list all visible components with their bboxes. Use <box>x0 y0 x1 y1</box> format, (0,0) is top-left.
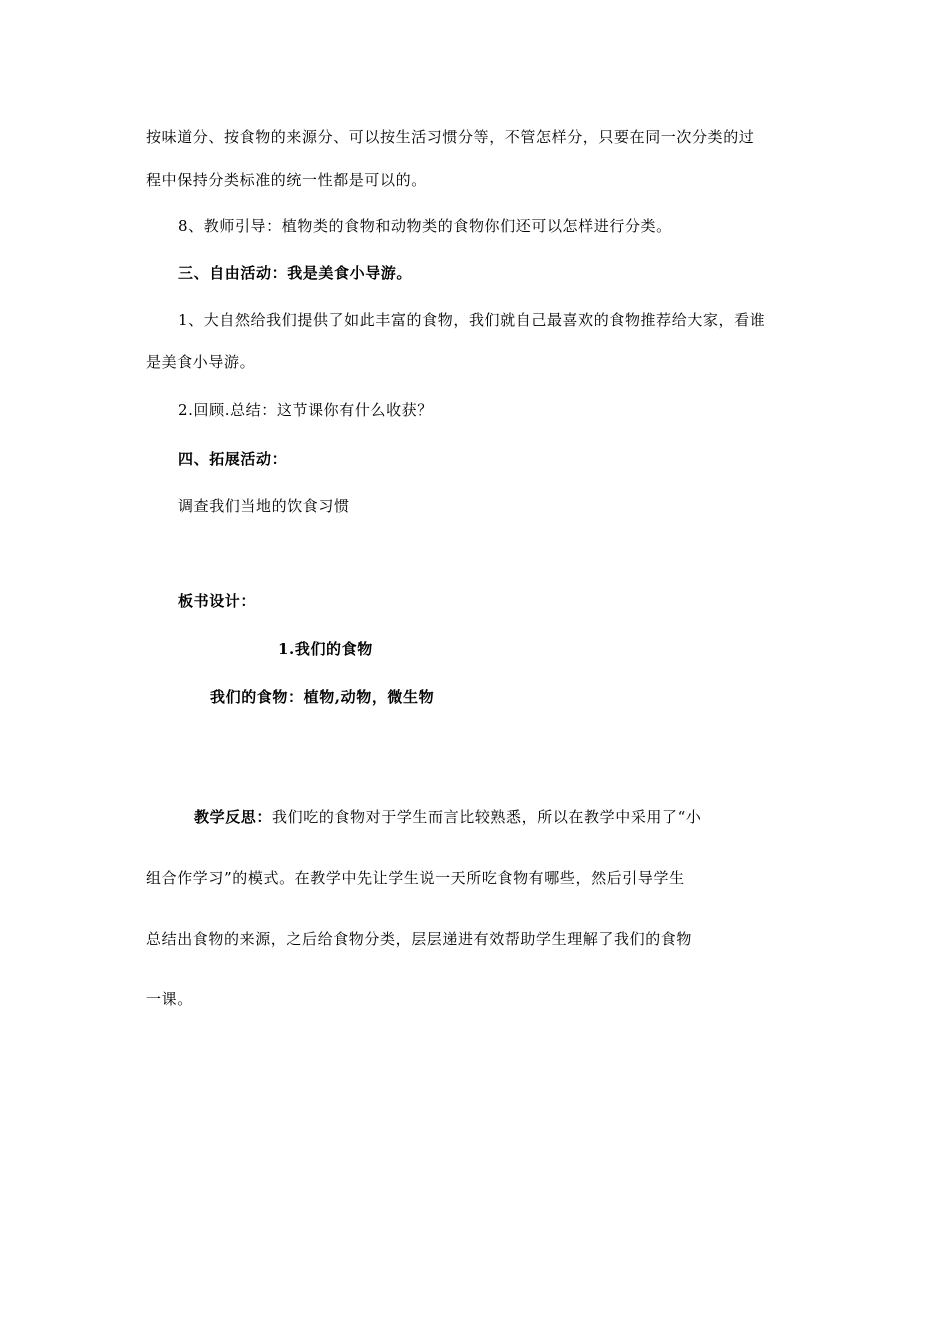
paragraph-line: 按味道分、按食物的来源分、可以按生活习惯分等，不管怎样分，只要在同一次分类的过 <box>146 128 755 146</box>
board-design-heading: 板书设计： <box>178 592 257 610</box>
reflection-line: 总结出食物的来源，之后给食物分类，层层递进有效帮助学生理解了我们的食物 <box>146 930 693 948</box>
board-title: 1.我们的食物 <box>278 640 373 658</box>
section-heading-4: 四、拓展活动： <box>178 450 288 468</box>
reflection-line <box>194 807 702 827</box>
reflection-label: 教学反思： <box>194 808 273 826</box>
board-content: 我们的食物：植物,动物，微生物 <box>210 688 435 706</box>
reflection-line: 一课。 <box>146 990 193 1008</box>
reflection-line: 组合作学习”的模式。在教学中先让学生说一天所吃食物有哪些，然后引导学生 <box>146 869 685 887</box>
paragraph-line: 程中保持分类标准的统一性都是可以的。 <box>146 171 427 189</box>
list-item-8: 8、教师引导：植物类的食物和动物类的食物你们还可以怎样进行分类。 <box>178 217 672 235</box>
paragraph-line: 是美食小导游。 <box>146 353 256 371</box>
paragraph-line: 1、大自然给我们提供了如此丰富的食物，我们就自己最喜欢的食物推荐给大家，看谁 <box>178 311 766 329</box>
list-item-2: 2.回顾.总结：这节课你有什么收获？ <box>178 401 433 419</box>
section-heading-3: 三、自由活动：我是美食小导游。 <box>178 264 413 282</box>
reflection-text: 我们吃的食物对于学生而言比较熟悉，所以在教学中采用了“小 <box>272 808 702 826</box>
paragraph-line: 调查我们当地的饮食习惯 <box>178 497 350 515</box>
